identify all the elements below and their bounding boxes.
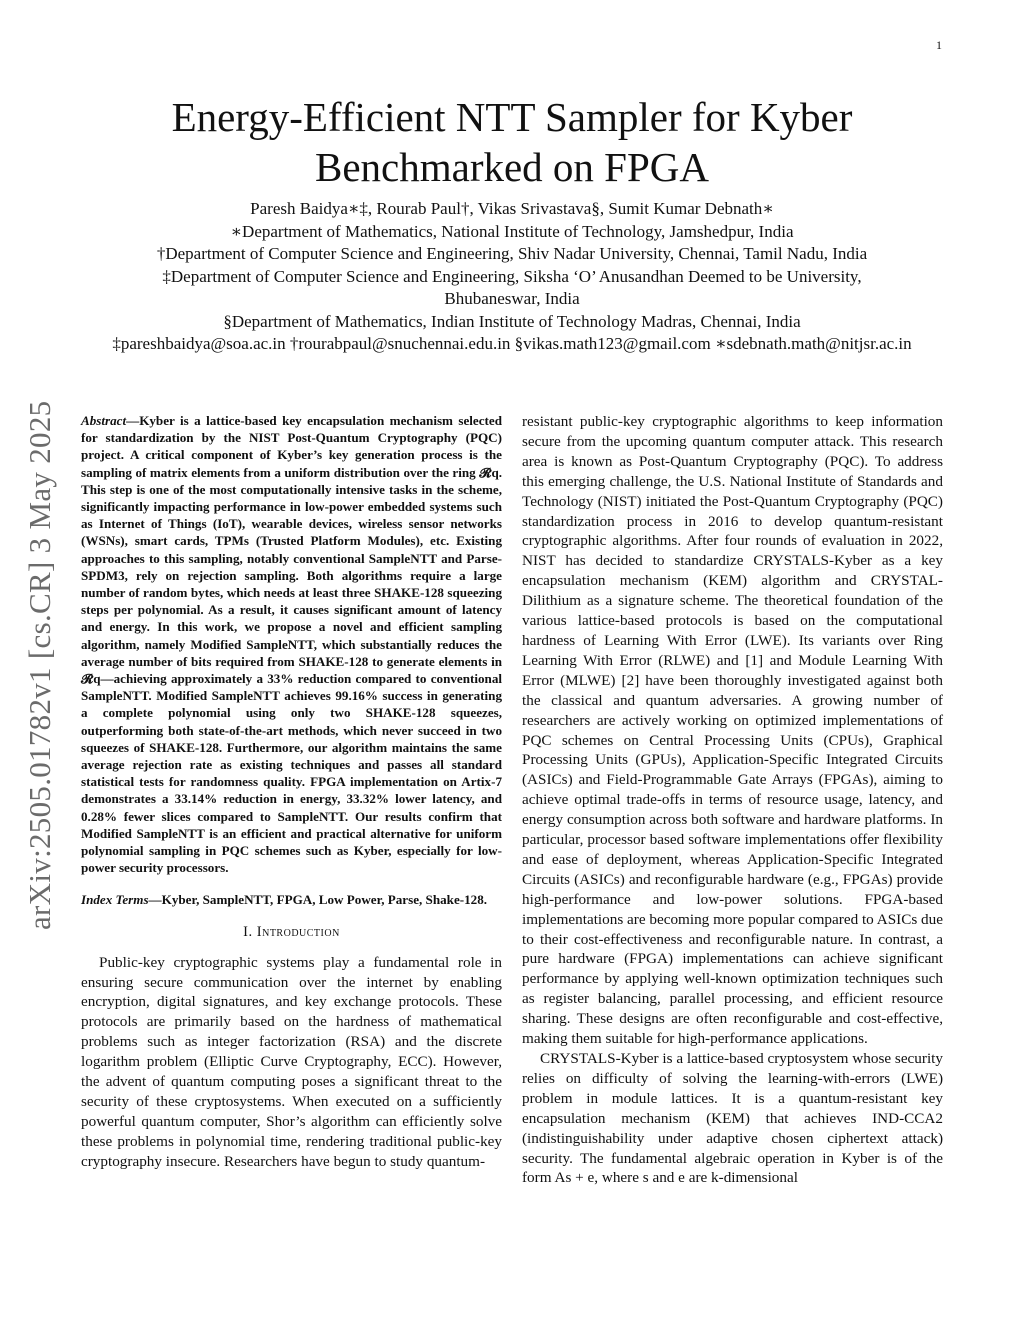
arxiv-stamp: arXiv:2505.01782v1 [cs.CR] 3 May 2025	[22, 400, 57, 930]
abstract	[81, 412, 502, 876]
affiliation-4: §Department of Mathematics, Indian Institute of Technology Madras, Chennai, India	[223, 311, 801, 331]
paper-title	[80, 92, 944, 192]
affiliation-3b: Bhubaneswar, India	[444, 289, 580, 308]
right-paragraph-1: resistant public-key cryptographic algorithms to keep information secure from the upcoming quantum computer attack. This research area is known as Post-Quantum Cryptography (PQC). To address this emerging challenge, the U.S. National Institute of Standards and Technology (NIST) initiated the Post-Quantum Cryptography (PQC) standardization process in 2016 to develop quantum-resistant cryptographic algorithms. After four rounds of evaluation in 2022, NIST has decided to standardize CRYSTALS-Kyber as a key encapsulation mechanism (KEM) algorithm and CRYSTAL-Dilithium as a signature scheme. The theoretical foundation of the various lattice-based protocols is based on the computational hardness of Learning With Error (LWE). Its variants over Ring Learning With Error (RLWE) and [1] and Module Learning With Error (MLWE) [2] have been thoroughly investigated against both the classical and quantum adversaries. A growing number of researchers are actively working on optimized implementations of PQC schemes on Central Processing Units (CPUs), Graphical Processing Units (GPUs), Application-Specific Integrated Circuits (ASICs) and Field-Programmable Gate Arrays (FPGAs), aiming to achieve optimal trade-offs in terms of resource usage, latency, and energy consumption across both software and hardware platforms. In particular, processor based software implementations offer flexibility and ease of deployment, whereas Application-Specific Integrated Circuits (ASICs) and reconfigurable hardware (e.g., FPGAs) provide high-performance and low-power solutions. FPGA-based implementations are becoming more popular compared to ASICs due to their cost-effectiveness and reconfigurable nature. In contrast, a pure hardware (FPGA) implementations can achieve significant performance by applying well-known optimization techniques such as register balancing, parallel processing, and efficient resource sharing. These designs are often reconfigurable and cost-effective, making them suitable for high-performance applications.	[522, 413, 943, 1048]
author-names: Paresh Baidya∗‡, Rourab Paul†, Vikas Srivastava§, Sumit Kumar Debnath∗	[250, 199, 774, 218]
left-column	[81, 412, 502, 1172]
abstract-label: Abstract	[81, 413, 127, 428]
right-column	[522, 412, 943, 1188]
affiliation-3a: ‡Department of Computer Science and Engineering, Siksha ‘O’ Anusandhan Deemed to be University,	[162, 266, 862, 286]
intro-paragraph: Public-key cryptographic systems play a fundamental role in ensuring secure communication over the internet by enabling encryption, digital signatures, and key exchange protocols. These protocols are primarily based on the hardness of mathematical problems such as integer factorization (RSA) and the discrete logarithm problem (Elliptic Curve Cryptography, ECC). However, the advent of quantum computing poses a significant threat to the security of these cryptosystems. When executed on a sufficiently powerful quantum computer, Shor’s algorithm can efficiently solve these problems in polynomial time, rendering traditional public-key cryptography insecure. Researchers have begun to study quantum-	[81, 953, 502, 1170]
index-terms	[81, 891, 502, 908]
affiliation-2: †Department of Computer Science and Engineering, Shiv Nadar University, Chennai, Tamil Nadu, India	[156, 244, 868, 263]
abstract-text: —Kyber is a lattice-based key encapsulation mechanism selected for standardization by the NIST Post-Quantum Cryptography (PQC) project. A critical component of Kyber’s key generation process is the sampling of matrix elements from a uniform distribution over the ring 𝓡q. This step is one of the most computationally intensive tasks in the scheme, significantly impacting performance in low-power embedded systems such as Internet of Things (IoT), wearable devices, wireless sensor networks (WSNs), smart cards, TPMs (Trusted Platform Modules), etc. Existing approaches to this sampling, notably conventional SampleNTT and Parse-SPDM3, rely on rejection sampling. Both algorithms require a large number of random bytes, which needs at least three SHAKE-128 squeezing steps per polynomial. As a result, it causes significant amount of latency and energy. In this work, we propose a novel and efficient sampling algorithm, namely Modified SampleNTT, which substantially reduces the average number of bits required from SHAKE-128 to generate elements in 𝓡q—achieving approximately a 33% reduction compared to conventional SampleNTT. Modified SampleNTT achieves 99.16% success in generating a complete polynomial using only two SHAKE-128 squeezes, outperforming both state-of-the-art methods, which never succeed in two squeezes of SHAKE-128. Furthermore, our algorithm maintains the same average rejection rate as existing techniques and passes all standard statistical tests for randomness quality. FPGA implementation on Artix-7 demonstrates a 33.14% reduction in energy, 33.32% lower latency, and 0.28% fewer slices compared to SampleNTT. Our results confirm that Modified SampleNTT is an efficient and practical alternative for uniform polynomial sampling in PQC schemes such as Kyber, especially for low-power security processors.	[81, 413, 502, 876]
right-paragraph-2: CRYSTALS-Kyber is a lattice-based cryptosystem whose security relies on difficulty of solving the learning-with-errors (LWE) problem in module lattices. It is a quantum-resistant key encapsulation mechanism (KEM) that achieves IND-CCA2 (indistinguishability under adaptive chosen ciphertext attack) security. The fundamental algebraic operation in Kyber is of the form As + e, where s and e are k-dimensional	[522, 1050, 943, 1187]
section-number: I.	[243, 923, 253, 940]
affiliation-1: ∗Department of Mathematics, National Institute of Technology, Jamshedpur, India	[230, 221, 794, 241]
section-heading	[81, 923, 502, 943]
title-line-2: Benchmarked on FPGA	[314, 144, 709, 190]
index-terms-text: —Kyber, SampleNTT, FPGA, Low Power, Parse, Shake-128.	[148, 892, 488, 908]
title-line-1: Energy-Efficient NTT Sampler for Kyber	[171, 94, 853, 140]
page-number: 1	[936, 38, 942, 52]
index-terms-label: Index Terms	[81, 892, 149, 908]
author-block	[60, 198, 964, 356]
section-title: Introduction	[256, 923, 340, 940]
author-emails: ‡pareshbaidya@soa.ac.in †rourabpaul@snuchennai.edu.in §vikas.math123@gmail.com ∗sdebnath.math@nitjsr.ac.in	[112, 334, 912, 353]
